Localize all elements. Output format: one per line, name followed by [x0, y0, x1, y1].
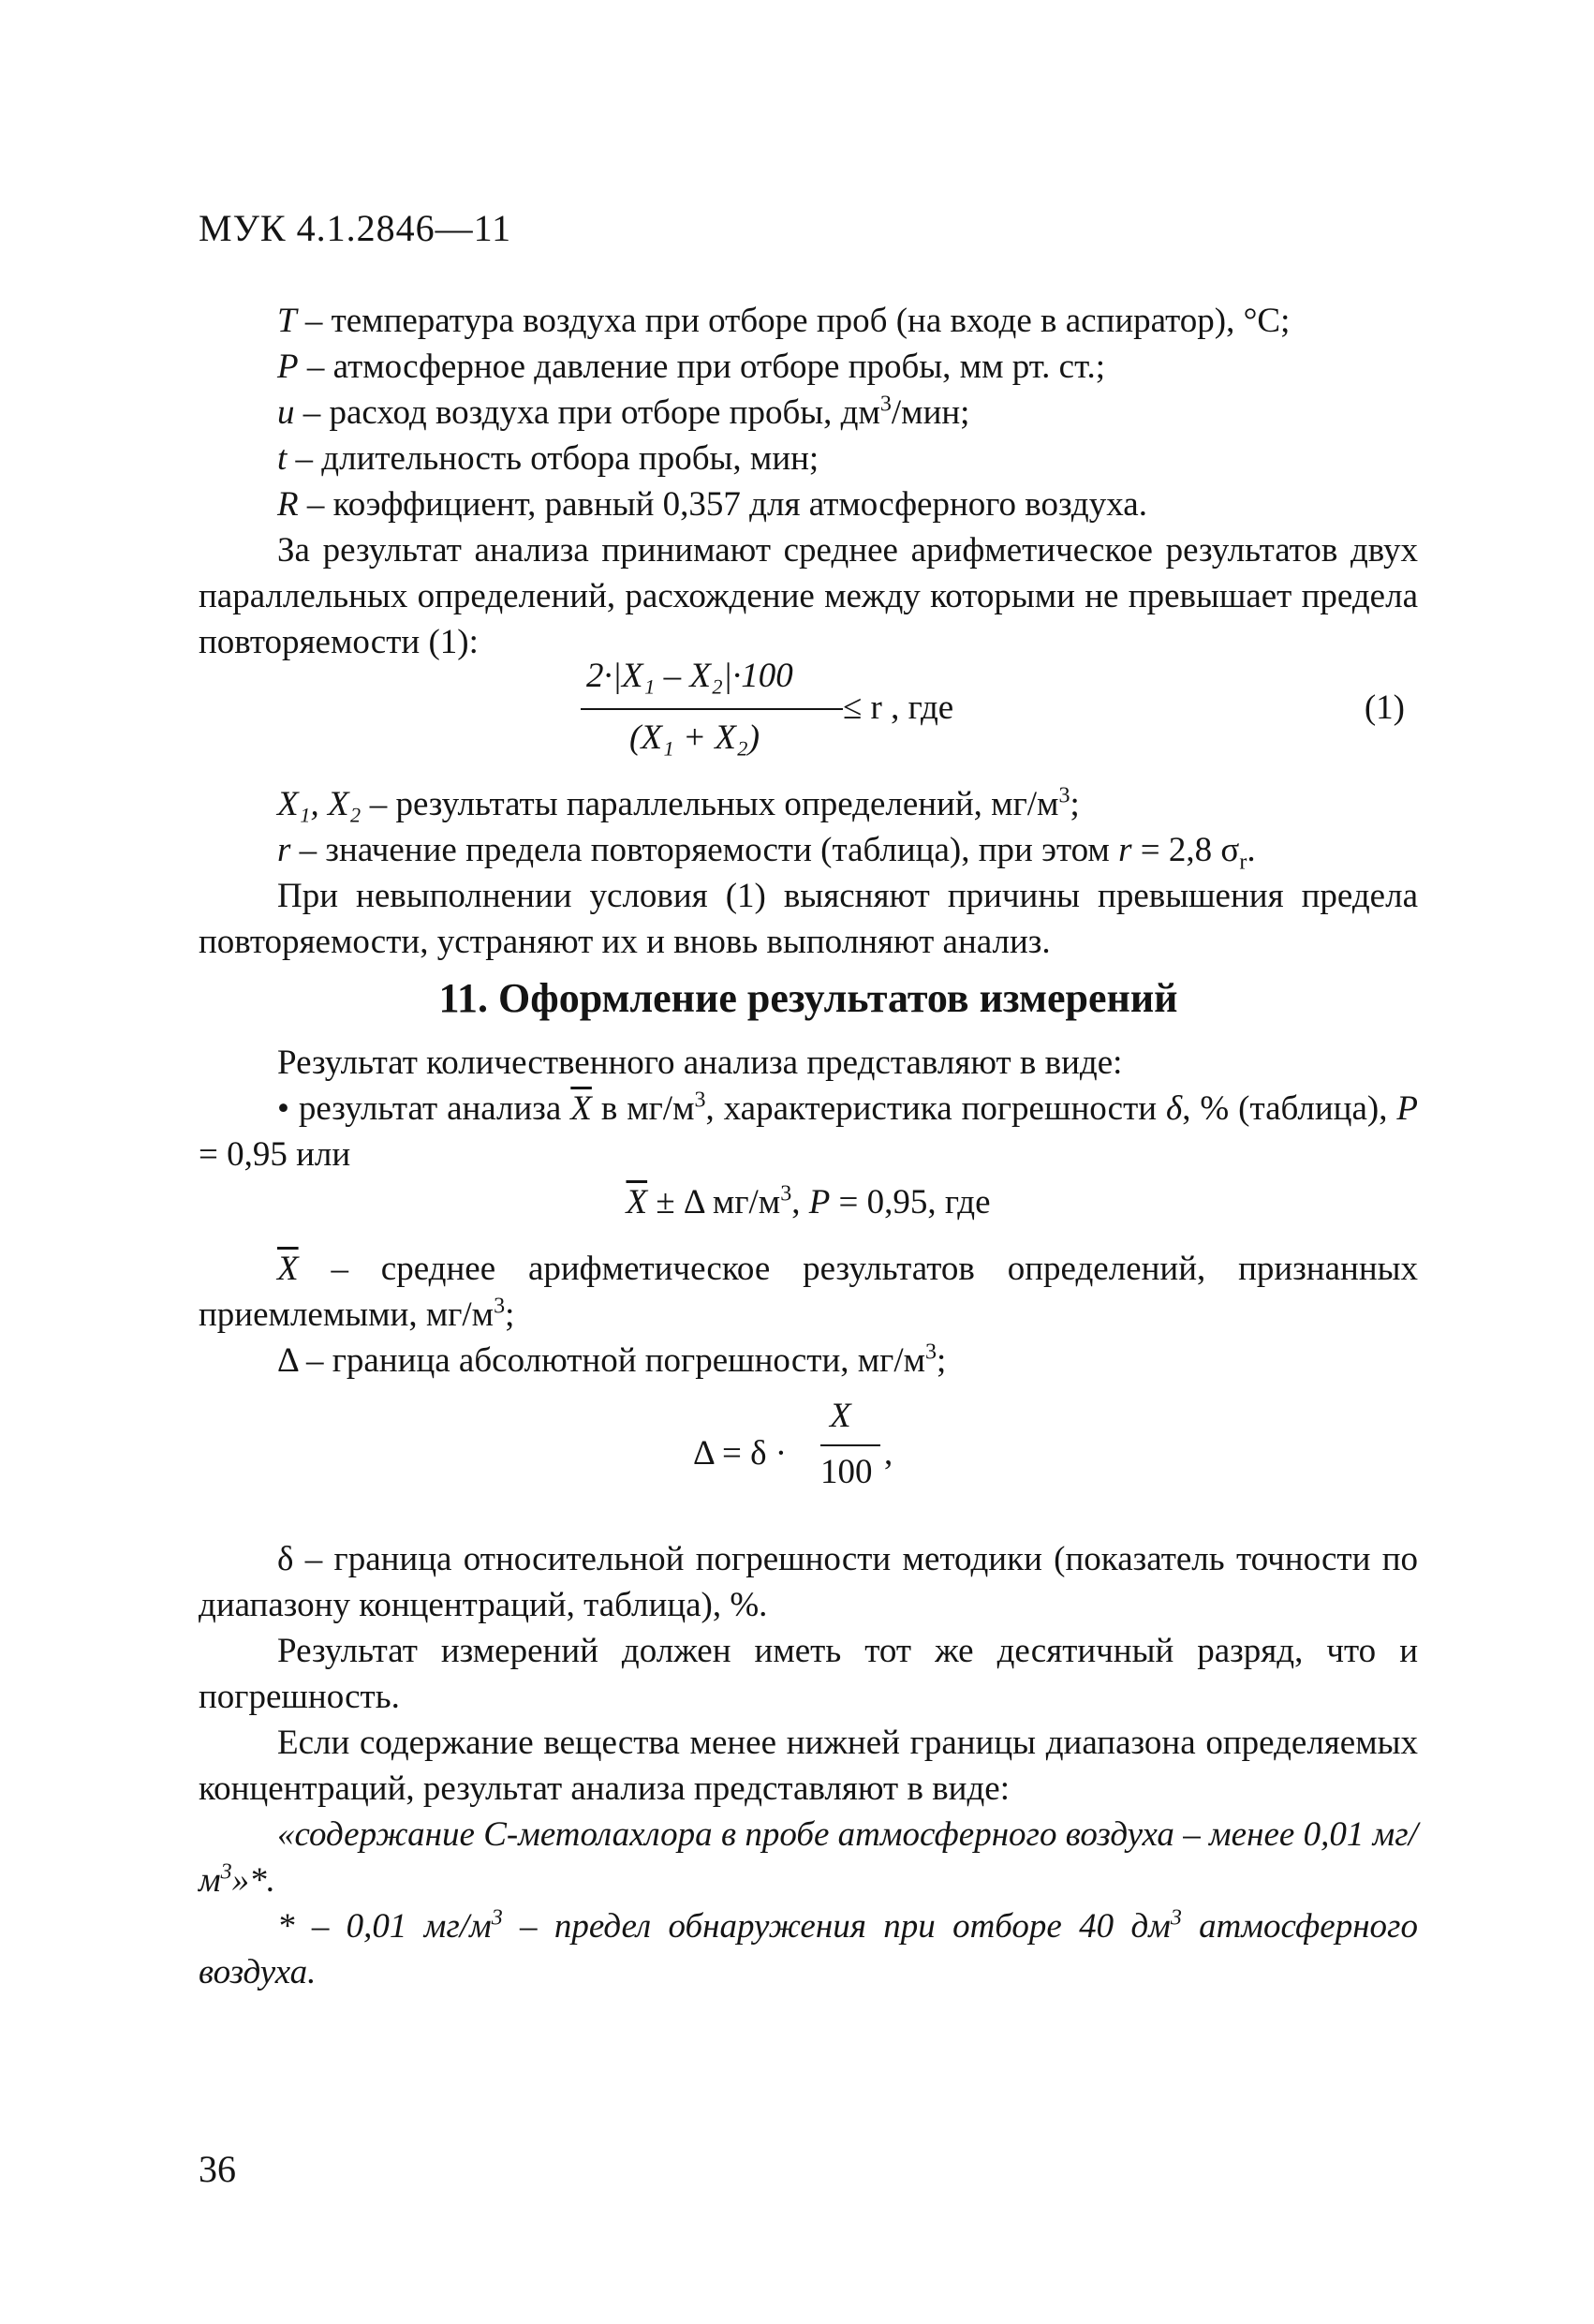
formula-1-numerator: 2·|X₁ – X₂|·100 [586, 657, 793, 695]
paragraph-below-range: Если содержание вещества менее нижней границы диапазона определяемых концентраций, результат анализа представляют в виде: [199, 1724, 1418, 1808]
formula-3-fraction-bar [820, 1444, 880, 1446]
definitions-list [199, 298, 1418, 665]
definition-coefficient: R – коэффициент, равный 0,357 для атмосферного воздуха. [277, 485, 1147, 524]
definition-xbar: $\overline{X}$ – среднее арифметическое результатов определений, признанных приемлемыми, $мг/м^3$; [199, 1250, 1418, 1334]
footnote-detection-limit: * – 0,01 $мг/м^3$ – предел обнаружения при отборе 40 $дм^3$ атмосферного воздуха. [199, 1905, 1418, 1991]
definition-delta: Δ – граница абсолютной погрешности, $мг/м^3$; [277, 1340, 947, 1380]
formula-1-number: (1) [1364, 688, 1405, 727]
page-number: 36 [199, 2148, 236, 2190]
bullet-result: • результат анализа $\overline{X}$ в $мг/м^3$, характеристика погрешности δ, % (таблица), P = 0,95 или [199, 1088, 1418, 1174]
closing-block [199, 1536, 1418, 1995]
paragraph-failure: При невыполнении условия (1) выясняют причины превышения предела повторяемости, устраняют их и вновь выполняют анализ. [199, 877, 1418, 961]
definition-r: r – значение предела повторяемости (таблица), при этом r = 2,8 $\sigma_r$. [277, 831, 1256, 875]
definition-flow: u – расход воздуха при отборе пробы, $дм^3$/мин; [277, 392, 970, 432]
formula-1-definitions [199, 781, 1418, 965]
formula-1-denominator: (X₁ + X₂) [629, 718, 760, 757]
formula-1-fraction-bar [581, 708, 843, 710]
document-code: МУК 4.1.2846—11 [199, 207, 512, 249]
formula-2-definitions [199, 1246, 1418, 1384]
paragraph-result-form: Результат количественного анализа представляют в виде: [277, 1044, 1123, 1082]
italic-result-quote: «содержание С-метолахлора в пробе атмосферного воздуха – менее 0,01 $мг/м^3»*$. [199, 1815, 1418, 1900]
formula-3-tail: , [884, 1434, 893, 1473]
formula-3-lhs: Δ = δ · [693, 1434, 788, 1473]
section-title: 11. Оформление результатов измерений [438, 975, 1178, 1021]
formula-1 [562, 656, 1405, 777]
definition-x1-x2: X₁, X₂ – результаты параллельных определений, $мг/м^3$; [277, 783, 1080, 823]
formula-1-relation: ≤ r , где [843, 688, 954, 727]
definition-pressure: P – атмосферное давление при отборе пробы, мм рт. ст.; [277, 348, 1105, 386]
definition-small-delta: δ – граница относительной погрешности методики (показатель точности по диапазону концентраций, таблица), %. [199, 1540, 1418, 1624]
formula-3-denominator: 100 [820, 1453, 873, 1491]
formula-3-numerator: X [830, 1397, 851, 1435]
paragraph-decimal: Результат измерений должен иметь тот же десятичный разряд, что и погрешность. [199, 1632, 1418, 1716]
definition-temperature: T – температура воздуха при отборе проб (на входе в аспиратор), °С; [277, 302, 1291, 340]
formula-2: $\overline{X} \pm \Delta$ $мг/м^3$, P = 0,95, где [626, 1181, 991, 1221]
result-form-block [199, 1040, 1418, 1177]
paragraph-repeatability: За результат анализа принимают среднее арифметическое результатов двух параллельных определений, расхождение между которыми не превышает предела повторяемости (1): [199, 531, 1418, 661]
formula-3 [693, 1396, 937, 1517]
definition-duration: t – длительность отбора пробы, мин; [277, 439, 819, 478]
